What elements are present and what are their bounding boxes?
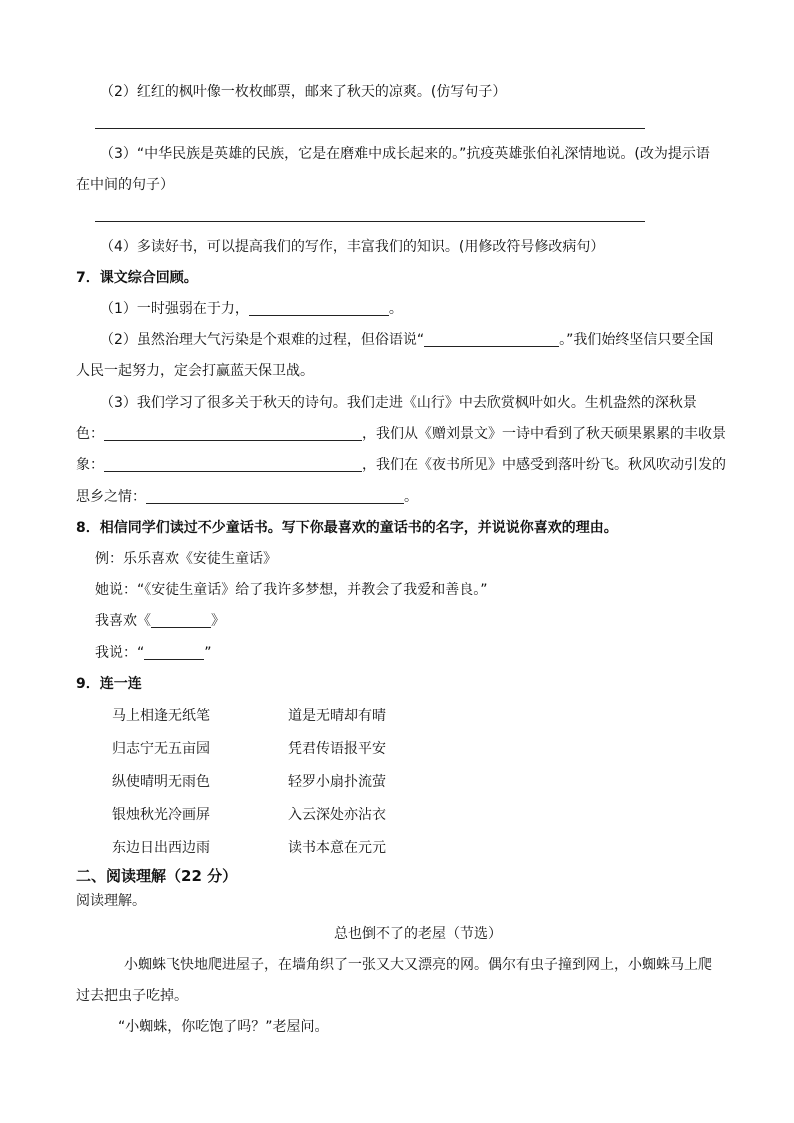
q7-item1-prefix: （1）一时强弱在于力， bbox=[100, 301, 249, 317]
q7-item2-suffix: 。”我们始终坚信只要全国 bbox=[559, 332, 714, 348]
q8-she-says: 她说：“《安徒生童话》给了我许多梦想，并教会了我爱和善良。” bbox=[95, 582, 488, 598]
q7-item1 bbox=[100, 299, 403, 319]
section-intro: 阅读理解。 bbox=[76, 893, 146, 909]
q8-i-say-prefix: 我说：“ bbox=[95, 645, 145, 661]
match-right-item[interactable]: 道是无晴却有晴 bbox=[288, 708, 386, 724]
q7-item2-line2: 人民一起努力，定会打赢蓝天保卫战。 bbox=[76, 363, 314, 379]
fill-blank[interactable] bbox=[249, 300, 389, 316]
q7-item1-suffix: 。 bbox=[388, 301, 403, 317]
fill-blank[interactable] bbox=[104, 456, 362, 472]
q8-i-like bbox=[95, 611, 225, 631]
q7-item3-line4 bbox=[76, 487, 418, 507]
match-right-item[interactable]: 读书本意在元元 bbox=[288, 840, 386, 856]
fill-blank[interactable] bbox=[104, 425, 362, 441]
answer-line[interactable] bbox=[95, 128, 645, 129]
q8-i-say-suffix: ” bbox=[204, 645, 212, 661]
match-left-item[interactable]: 东边日出西边雨 bbox=[112, 840, 210, 856]
match-left-item[interactable]: 马上相逢无纸笔 bbox=[112, 708, 210, 724]
q7-title: 7．课文综合回顾。 bbox=[76, 270, 198, 286]
match-left-item[interactable]: 银烛秋光冷画屏 bbox=[112, 807, 210, 823]
q7-item3-l4-suffix: 。 bbox=[404, 489, 418, 505]
q7-item3-l3-prefix: 象： bbox=[76, 457, 104, 473]
fill-blank[interactable] bbox=[146, 488, 404, 504]
q7-item2 bbox=[100, 330, 713, 350]
q6-item3-line2: 在中间的句子） bbox=[76, 177, 174, 193]
q7-item3-l4-prefix: 思乡之情： bbox=[76, 489, 146, 505]
passage-para2: “小蜘蛛，你吃饱了吗？”老屋问。 bbox=[118, 1019, 329, 1035]
q8-example: 例：乐乐喜欢《安徒生童话》 bbox=[95, 551, 277, 567]
fill-blank[interactable] bbox=[151, 612, 211, 628]
passage-title: 总也倒不了的老屋（节选） bbox=[334, 926, 502, 942]
q8-i-like-prefix: 我喜欢《 bbox=[95, 613, 151, 629]
match-right-item[interactable]: 凭君传语报平安 bbox=[288, 741, 386, 757]
q7-item3-line1: （3）我们学习了很多关于秋天的诗句。我们走进《山行》中去欣赏枫叶如火。生机盎然的深秋景 bbox=[100, 395, 697, 411]
q9-title: 9．连一连 bbox=[76, 676, 142, 692]
match-right-item[interactable]: 入云深处亦沾衣 bbox=[288, 807, 386, 823]
q6-item3-line1: （3）“中华民族是英雄的民族，它是在磨难中成长起来的。”抗疫英雄张伯礼深情地说。(改为提示语 bbox=[100, 146, 710, 162]
q6-item2: （2）红红的枫叶像一枚枚邮票，邮来了秋天的凉爽。(仿写句子） bbox=[100, 84, 507, 100]
q7-item3-l2-prefix: 色： bbox=[76, 426, 104, 442]
q8-i-say bbox=[95, 643, 212, 663]
answer-line[interactable] bbox=[95, 221, 645, 222]
q8-i-like-suffix: 》 bbox=[211, 613, 225, 629]
fill-blank[interactable] bbox=[144, 644, 204, 660]
match-right-item[interactable]: 轻罗小扇扑流萤 bbox=[288, 774, 386, 790]
section-heading: 二、阅读理解（22 分） bbox=[76, 867, 238, 885]
q7-item2-prefix: （2）虽然治理大气污染是个艰难的过程，但俗语说“ bbox=[100, 332, 425, 348]
passage-para1-line2: 过去把虫子吃掉。 bbox=[76, 988, 188, 1004]
q6-item4: （4）多读好书，可以提高我们的写作，丰富我们的知识。(用修改符号修改病句） bbox=[100, 239, 605, 255]
passage-para1-line1: 小蜘蛛飞快地爬进屋子，在墙角织了一张又大又漂亮的网。偶尔有虫子撞到网上，小蜘蛛马上爬 bbox=[124, 957, 712, 973]
q7-item3-l2-suffix: ，我们从《赠刘景文》一诗中看到了秋天硕果累累的丰收景 bbox=[362, 426, 726, 442]
q7-item3-l3-suffix: ，我们在《夜书所见》中感受到落叶纷飞。秋风吹动引发的 bbox=[362, 457, 726, 473]
match-left-item[interactable]: 纵使晴明无雨色 bbox=[112, 774, 210, 790]
fill-blank[interactable] bbox=[424, 331, 559, 347]
q8-title: 8．相信同学们读过不少童话书。写下你最喜欢的童话书的名字，并说说你喜欢的理由。 bbox=[76, 520, 618, 536]
match-left-item[interactable]: 归志宁无五亩园 bbox=[112, 741, 210, 757]
q7-item3-line2 bbox=[76, 424, 726, 444]
q7-item3-line3 bbox=[76, 455, 726, 475]
